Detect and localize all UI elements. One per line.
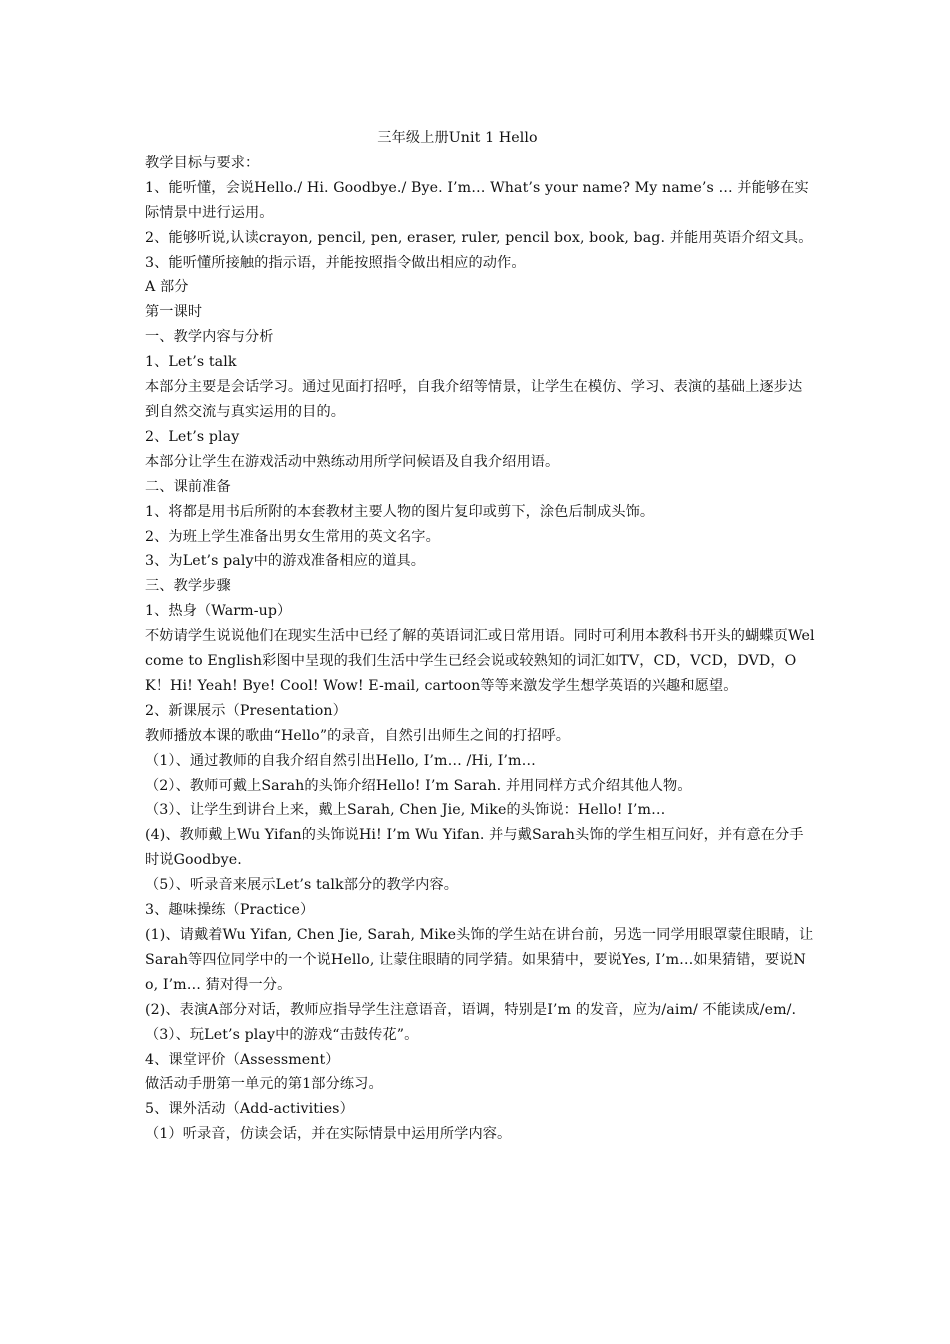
- text-line: （5）、听录音来展示Let’s talk部分的教学内容。: [145, 877, 459, 894]
- text-line: 1、能听懂，会说Hello./ Hi. Goodbye./ Bye. I’m… What’s your name? My name’s … 并能够在实际情景中进行运用。: [145, 179, 809, 221]
- text-line: 三、教学步骤: [145, 578, 231, 595]
- text-line: （1）、通过教师的自我介绍自然引出Hello, I’m… /Hi, I’m…: [145, 752, 536, 769]
- text-line: 3、为Let’s paly中的游戏准备相应的道具。: [145, 553, 426, 570]
- text-line: 1、Let’s talk: [145, 354, 237, 371]
- text-line: 2、新课展示（Presentation）: [145, 702, 347, 719]
- text-line: 不妨请学生说说他们在现实生活中已经了解的英语词汇或日常用语。同时可利用本教科书开头的蝴蝶页Welcome to English彩图中呈现的我们生活中学生已经会说或较熟知的词汇如TV，CD，VCD，DVD，OK！Hi! Yeah! Bye! Cool! Wow! E-mail, cartoon等等来激发学生想学英语的兴趣和愿望。: [145, 628, 815, 694]
- text-line: （2）、教师可戴上Sarah的头饰介绍Hello! I’m Sarah. 并用同样方式介绍其他人物。: [145, 777, 692, 794]
- text-line: 一、教学内容与分析: [145, 329, 274, 346]
- text-line: 教师播放本课的歌曲“Hello”的录音，自然引出师生之间的打招呼。: [145, 727, 571, 744]
- text-line: 2、能够听说,认读crayon, pencil, pen, eraser, ruler, pencil box, book, bag. 并能用英语介绍文具。: [145, 229, 813, 246]
- text-line: (2)、表演A部分对话，教师应指导学生注意语音，语调，特别是I’m 的发音，应为/aim/ 不能读成/em/.: [145, 1001, 797, 1018]
- text-line: 教学目标与要求：: [145, 154, 260, 171]
- text-line: (4)、教师戴上Wu Yifan的头饰说Hi! I’m Wu Yifan. 并与戴Sarah头饰的学生相互问好，并有意在分手时说Goodbye.: [145, 827, 804, 869]
- text-line: 本部分让学生在游戏活动中熟练动用所学问候语及自我介绍用语。: [145, 453, 560, 470]
- text-line: 二、课前准备: [145, 478, 231, 495]
- text-line: 2、为班上学生准备出男女生常用的英文名字。: [145, 528, 440, 545]
- text-line: （1）听录音，仿读会话，并在实际情景中运用所学内容。: [145, 1126, 512, 1143]
- document-title: 三年级上册Unit 1 Hello: [377, 130, 538, 146]
- text-line: 1、热身（Warm-up）: [145, 603, 292, 620]
- text-line: 5、课外活动（Add-activities）: [145, 1101, 354, 1118]
- text-line: (1)、请戴着Wu Yifan, Chen Jie, Sarah, Mike头饰的学生站在讲台前，另选一同学用眼罩蒙住眼睛，让Sarah等四位同学中的一个说Hello, 让蒙住眼睛的同学猜。如果猜中，要说Yes, I’m…如果猜错，要说No, I’m… 猜对得一分。: [145, 927, 814, 993]
- text-line: 4、课堂评价（Assessment）: [145, 1051, 340, 1068]
- text-line: 做活动手册第一单元的第1部分练习。: [145, 1076, 383, 1093]
- text-line: 1、将都是用书后所附的本套教材主要人物的图片复印或剪下，涂色后制成头饰。: [145, 503, 655, 520]
- document-body: [145, 126, 815, 1147]
- text-line: （3）、让学生到讲台上来，戴上Sarah, Chen Jie, Mike的头饰说：Hello! I’m…: [145, 802, 666, 819]
- text-line: 2、Let’s play: [145, 428, 240, 445]
- text-line: 第一课时: [145, 304, 203, 321]
- text-line: A 部分: [145, 279, 189, 296]
- text-line: （3）、玩Let’s play中的游戏“击鼓传花”。: [145, 1026, 419, 1043]
- text-line: 3、能听懂所接触的指示语，并能按照指令做出相应的动作。: [145, 254, 526, 271]
- text-line: 3、趣味操练（Practice）: [145, 902, 315, 919]
- text-line: 本部分主要是会话学习。通过见面打招呼，自我介绍等情景，让学生在模仿、学习、表演的基础上逐步达到自然交流与真实运用的目的。: [145, 379, 803, 420]
